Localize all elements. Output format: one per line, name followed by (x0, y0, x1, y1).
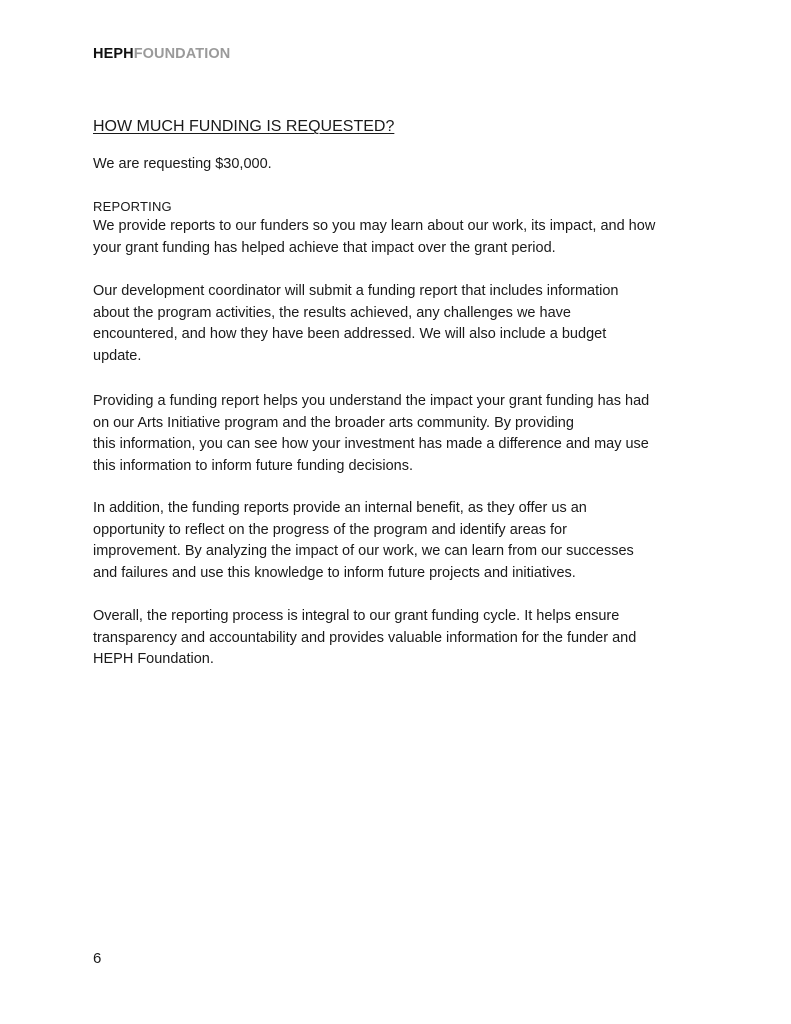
header-brand-light: FOUNDATION (133, 46, 231, 62)
reporting-label: REPORTING (93, 199, 172, 214)
paragraph-line: Overall, the reporting process is integral to our grant funding cycle. It helps ensure (93, 608, 620, 624)
paragraph-line: and failures and use this knowledge to inform future projects and initiatives. (93, 564, 576, 581)
paragraph-reporting-intro (93, 216, 733, 259)
paragraph-line: opportunity to reflect on the progress of the program and identify areas for (93, 521, 567, 538)
funding-request-text: We are requesting $30,000. (93, 156, 272, 172)
paragraph-line: Our development coordinator will submit a funding report that includes information (93, 283, 619, 299)
paragraph-line: this information, you can see how your investment has made a difference and may use (93, 436, 649, 453)
paragraph-internal-benefit (93, 498, 733, 584)
paragraph-line: Providing a funding report helps you understand the impact your grant funding has had (93, 393, 650, 409)
section-heading: HOW MUCH FUNDING IS REQUESTED? (93, 118, 395, 135)
paragraph-line: improvement. By analyzing the impact of our work, we can learn from our successes (93, 543, 634, 560)
paragraph-line: encountered, and how they have been addressed. We will also include a budget (93, 326, 607, 343)
paragraph-line: update. (93, 347, 142, 364)
paragraph-line: In addition, the funding reports provide an internal benefit, as they offer us an (93, 500, 587, 516)
header-brand-bold: HEPH (93, 46, 134, 62)
paragraph-overall-summary (93, 606, 733, 671)
page-number: 6 (93, 950, 102, 967)
paragraph-line: HEPH Foundation. (93, 651, 214, 668)
paragraph-development-coordinator (93, 281, 733, 367)
paragraph-line: on our Arts Initiative program and the broader arts community. By providing (93, 414, 574, 431)
paragraph-line: We provide reports to our funders so you may learn about our work, its impact, and how (93, 218, 656, 234)
paragraph-funding-report-impact (93, 391, 733, 477)
paragraph-line: about the program activities, the results achieved, any challenges we have (93, 304, 571, 321)
header-logo (93, 46, 230, 62)
paragraph-line: transparency and accountability and provides valuable information for the funder and (93, 629, 637, 646)
paragraph-line: this information to inform future funding decisions. (93, 457, 413, 474)
paragraph-line: your grant funding has helped achieve that impact over the grant period. (93, 239, 556, 256)
